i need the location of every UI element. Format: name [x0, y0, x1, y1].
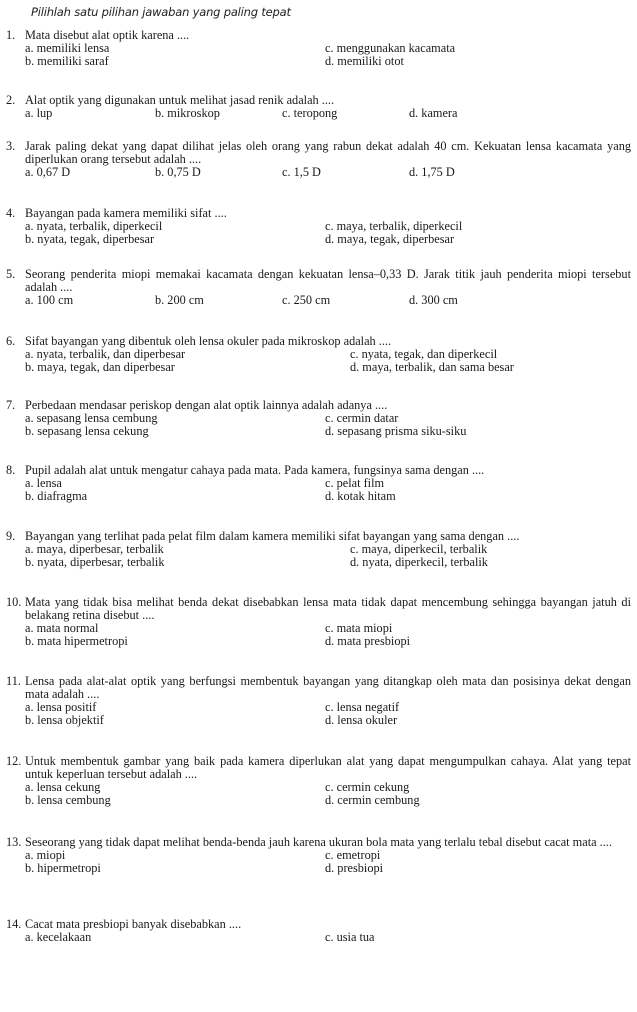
option-a[interactable]: a. lensa positif	[25, 700, 97, 714]
option-d[interactable]: d. 1,75 D	[409, 165, 455, 179]
question-13	[6, 836, 631, 875]
option-d[interactable]: d. memiliki otot	[325, 54, 404, 68]
option-c[interactable]: c. nyata, tegak, dan diperkecil	[350, 347, 498, 361]
option-b[interactable]: b. memiliki saraf	[25, 54, 109, 68]
option-c[interactable]: c. mata miopi	[325, 621, 393, 635]
question-text: Seseorang yang tidak dapat melihat benda-benda jauh karena ukuran bola mata yang terlalu tebal disebut cacat mata ....	[25, 835, 612, 849]
option-a[interactable]: a. nyata, terbalik, dan diperbesar	[25, 347, 186, 361]
question-14	[6, 918, 631, 944]
question-number: 8.	[6, 463, 16, 477]
option-row	[25, 233, 631, 246]
option-c[interactable]: c. teropong	[282, 106, 338, 120]
question-text: Untuk membentuk gambar yang baik pada kamera diperlukan alat yang dapat mengumpulkan cahaya. Alat yang tepat untuk keperluan tersebut adalah ....	[25, 754, 631, 781]
question-text: Pupil adalah alat untuk mengatur cahaya pada mata. Pada kamera, fungsinya sama dengan ....	[25, 463, 485, 477]
question-5	[6, 268, 631, 307]
question-number: 14.	[6, 917, 22, 931]
question-text: Mata disebut alat optik karena ....	[25, 28, 190, 42]
option-c[interactable]: c. 250 cm	[282, 293, 331, 307]
option-d[interactable]: d. kotak hitam	[325, 489, 396, 503]
question-text: Cacat mata presbiopi banyak disebabkan ....	[25, 917, 242, 931]
question-11	[6, 675, 631, 727]
option-c[interactable]: c. menggunakan kacamata	[325, 41, 456, 55]
option-a[interactable]: a. sepasang lensa cembung	[25, 411, 158, 425]
option-b[interactable]: b. hipermetropi	[25, 861, 101, 875]
question-number: 3.	[6, 139, 16, 153]
question-4	[6, 207, 631, 246]
question-number: 2.	[6, 93, 16, 107]
option-b[interactable]: b. 200 cm	[155, 293, 204, 307]
option-c[interactable]: c. maya, terbalik, diperkecil	[325, 219, 463, 233]
question-number: 4.	[6, 206, 16, 220]
option-row	[25, 490, 631, 503]
question-number: 12.	[6, 754, 22, 768]
question-number: 9.	[6, 529, 16, 543]
option-row	[25, 294, 631, 307]
option-a[interactable]: a. 0,67 D	[25, 165, 71, 179]
question-number: 5.	[6, 267, 16, 281]
option-row	[25, 862, 631, 875]
question-3	[6, 140, 631, 179]
option-d[interactable]: d. kamera	[409, 106, 458, 120]
question-text: Seorang penderita miopi memakai kacamata dengan kekuatan lensa–0,33 D. Jarak titik jauh penderita miopi tersebut adalah ....	[25, 267, 631, 294]
option-c[interactable]: c. usia tua	[325, 930, 375, 944]
option-row	[25, 55, 631, 68]
option-a[interactable]: a. kecelakaan	[25, 930, 92, 944]
question-number: 11.	[6, 674, 21, 688]
option-c[interactable]: c. pelat film	[325, 476, 385, 490]
option-d[interactable]: d. maya, terbalik, dan sama besar	[350, 360, 514, 374]
option-row	[25, 794, 631, 807]
option-b[interactable]: b. nyata, tegak, diperbesar	[25, 232, 155, 246]
option-a[interactable]: a. 100 cm	[25, 293, 74, 307]
option-a[interactable]: a. mata normal	[25, 621, 99, 635]
question-number: 13.	[6, 835, 22, 849]
option-a[interactable]: a. maya, diperbesar, terbalik	[25, 542, 164, 556]
question-text: Perbedaan mendasar periskop dengan alat optik lainnya adalah adanya ....	[25, 398, 388, 412]
option-b[interactable]: b. mata hipermetropi	[25, 634, 128, 648]
question-1	[6, 29, 631, 68]
question-text: Bayangan yang terlihat pada pelat film dalam kamera memiliki sifat bayangan yang sama dengan ....	[25, 529, 520, 543]
option-b[interactable]: b. 0,75 D	[155, 165, 201, 179]
question-text: Alat optik yang digunakan untuk melihat jasad renik adalah ....	[25, 93, 335, 107]
question-number: 1.	[6, 28, 16, 42]
option-row	[25, 635, 631, 648]
option-c[interactable]: c. maya, diperkecil, terbalik	[350, 542, 488, 556]
option-c[interactable]: c. cermin datar	[325, 411, 399, 425]
option-row	[25, 556, 631, 569]
option-row	[25, 166, 631, 179]
option-row	[25, 931, 631, 944]
option-d[interactable]: d. cermin cembung	[325, 793, 420, 807]
question-8	[6, 464, 631, 503]
option-a[interactable]: a. lup	[25, 106, 53, 120]
option-b[interactable]: b. lensa cembung	[25, 793, 111, 807]
option-b[interactable]: b. lensa objektif	[25, 713, 104, 727]
option-row	[25, 714, 631, 727]
option-d[interactable]: d. 300 cm	[409, 293, 458, 307]
option-b[interactable]: b. sepasang lensa cekung	[25, 424, 149, 438]
option-a[interactable]: a. lensa	[25, 476, 62, 490]
option-row	[25, 107, 631, 120]
instruction-text: Pilihlah satu pilihan jawaban yang paling tepat	[31, 5, 291, 19]
question-text: Bayangan pada kamera memiliki sifat ....	[25, 206, 227, 220]
option-c[interactable]: c. lensa negatif	[325, 700, 400, 714]
option-d[interactable]: d. presbiopi	[325, 861, 384, 875]
question-text: Sifat bayangan yang dibentuk oleh lensa okuler pada mikroskop adalah ....	[25, 334, 392, 348]
option-b[interactable]: b. diafragma	[25, 489, 88, 503]
option-d[interactable]: d. mata presbiopi	[325, 634, 411, 648]
question-number: 10.	[6, 595, 22, 609]
option-d[interactable]: d. maya, tegak, diperbesar	[325, 232, 455, 246]
question-12	[6, 755, 631, 807]
option-d[interactable]: d. sepasang prisma siku-siku	[325, 424, 467, 438]
option-b[interactable]: b. nyata, diperbesar, terbalik	[25, 555, 165, 569]
option-row	[25, 361, 631, 374]
option-c[interactable]: c. 1,5 D	[282, 165, 321, 179]
option-d[interactable]: d. lensa okuler	[325, 713, 398, 727]
option-b[interactable]: b. mikroskop	[155, 106, 220, 120]
question-text: Jarak paling dekat yang dapat dilihat jelas oleh orang yang rabun dekat adalah 40 cm. Kekuatan lensa kacamata yang diperlukan orang tersebut adalah ....	[25, 139, 631, 166]
option-a[interactable]: a. nyata, terbalik, diperkecil	[25, 219, 163, 233]
option-a[interactable]: a. memiliki lensa	[25, 41, 110, 55]
option-a[interactable]: a. lensa cekung	[25, 780, 101, 794]
option-a[interactable]: a. miopi	[25, 848, 66, 862]
question-9	[6, 530, 631, 569]
option-c[interactable]: c. emetropi	[325, 848, 381, 862]
option-b[interactable]: b. maya, tegak, dan diperbesar	[25, 360, 175, 374]
question-7	[6, 399, 631, 438]
question-6	[6, 335, 631, 374]
question-text: Mata yang tidak bisa melihat benda dekat disebabkan lensa mata tidak dapat mencembung sehingga bayangan jatuh di belakang retina disebut ....	[25, 595, 631, 622]
option-row	[25, 425, 631, 438]
question-text: Lensa pada alat-alat optik yang berfungsi membentuk bayangan yang ditangkap oleh mata dan posisinya dekat dengan mata adalah ....	[25, 674, 631, 701]
question-10	[6, 596, 631, 648]
question-number: 7.	[6, 398, 16, 412]
question-2	[6, 94, 631, 120]
question-number: 6.	[6, 334, 16, 348]
option-d[interactable]: d. nyata, diperkecil, terbalik	[350, 555, 488, 569]
option-c[interactable]: c. cermin cekung	[325, 780, 410, 794]
